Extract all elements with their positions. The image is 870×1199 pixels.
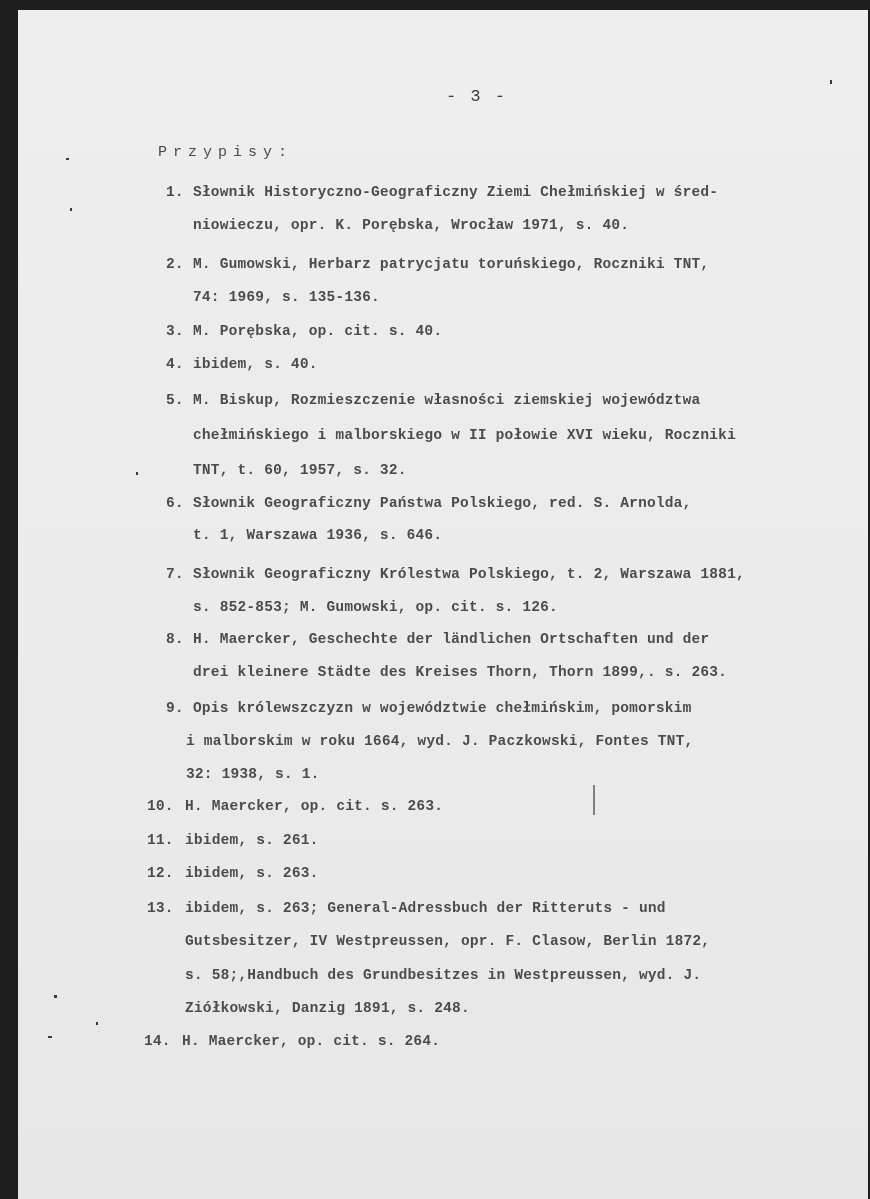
scan-speck: [54, 995, 57, 998]
footnote-text-line: ibidem, s. 263.: [185, 866, 319, 882]
footnote-number: 3.: [166, 324, 184, 340]
footnote-number: 13.: [147, 901, 174, 917]
footnote-5-cont: TNT, t. 60, 1957, s. 32.: [193, 463, 407, 479]
paper-sheet: [18, 10, 868, 1199]
footnote-number: 8.: [166, 632, 184, 648]
footnote-9-cont: i malborskim w roku 1664, wyd. J. Paczkowski, Fontes TNT,: [186, 734, 694, 750]
scan-speck: [830, 80, 832, 84]
footnote-text-line: H. Maercker, op. cit. s. 264.: [182, 1034, 441, 1050]
scan-speck: [66, 158, 69, 160]
footnote-13-cont: Ziółkowski, Danzig 1891, s. 248.: [185, 1001, 470, 1017]
footnote-5: [166, 393, 700, 409]
footnote-5-cont: chełmińskiego i malborskiego w II połowie XVI wieku, Roczniki: [193, 428, 736, 444]
footnote-1: [166, 185, 718, 201]
footnote-6-cont: t. 1, Warszawa 1936, s. 646.: [193, 528, 443, 544]
footnote-text-line: Słownik Geograficzny Królestwa Polskiego, t. 2, Warszawa 1881,: [193, 567, 745, 583]
footnote-text-line: ibidem, s. 40.: [193, 357, 318, 373]
footnote-number: 10.: [147, 799, 174, 815]
scan-speck: [48, 1036, 52, 1038]
footnote-text-line: M. Gumowski, Herbarz patrycjatu toruńskiego, Roczniki TNT,: [193, 257, 710, 273]
footnotes-heading: Przypisy:: [158, 144, 294, 161]
footnote-text-line: ibidem, s. 263; General-Adressbuch der Ritteruts - und: [185, 901, 666, 917]
footnote-number: 7.: [166, 567, 184, 583]
footnote-1-cont: niowieczu, opr. K. Porębska, Wrocław 1971, s. 40.: [193, 218, 630, 234]
footnote-7: [166, 567, 745, 583]
footnote-number: 14.: [144, 1034, 171, 1050]
footnote-9: [166, 701, 691, 717]
footnote-6: [166, 496, 691, 512]
footnote-12: [147, 866, 319, 882]
footnote-number: 5.: [166, 393, 184, 409]
footnote-text-line: Opis królewszczyzn w województwie chełmińskim, pomorskim: [193, 701, 692, 717]
footnote-11: [147, 833, 319, 849]
footnote-13-cont: s. 58;,Handbuch des Grundbesitzes in Westpreussen, wyd. J.: [185, 968, 702, 984]
footnote-3: [166, 324, 442, 340]
footnote-number: 11.: [147, 833, 174, 849]
footnote-8-cont: drei kleinere Städte des Kreises Thorn, Thorn 1899,. s. 263.: [193, 665, 728, 681]
footnote-text-line: H. Maercker, op. cit. s. 263.: [185, 799, 444, 815]
footnote-9-cont: 32: 1938, s. 1.: [186, 767, 320, 783]
scan-speck: [593, 785, 595, 815]
page-number: - 3 -: [446, 88, 508, 107]
footnote-text-line: ibidem, s. 261.: [185, 833, 319, 849]
footnote-13: [147, 901, 666, 917]
footnote-number: 9.: [166, 701, 184, 717]
footnote-text-line: H. Maercker, Geschechte der ländlichen Ortschaften und der: [193, 632, 710, 648]
footnote-number: 6.: [166, 496, 184, 512]
footnote-text-line: Słownik Geograficzny Państwa Polskiego, red. S. Arnolda,: [193, 496, 692, 512]
footnote-text-line: M. Porębska, op. cit. s. 40.: [193, 324, 443, 340]
scan-speck: [70, 208, 72, 211]
footnote-10: [147, 799, 443, 815]
footnote-2: [166, 257, 709, 273]
footnote-number: 4.: [166, 357, 184, 373]
scan-speck: [96, 1022, 98, 1025]
footnote-number: 12.: [147, 866, 174, 882]
footnote-13-cont: Gutsbesitzer, IV Westpreussen, opr. F. Clasow, Berlin 1872,: [185, 934, 711, 950]
footnote-number: 1.: [166, 185, 184, 201]
footnote-14: [144, 1034, 440, 1050]
footnote-4: [166, 357, 318, 373]
scan-speck: [136, 472, 138, 475]
footnote-8: [166, 632, 709, 648]
footnote-7-cont: s. 852-853; M. Gumowski, op. cit. s. 126.: [193, 600, 558, 616]
footnote-number: 2.: [166, 257, 184, 273]
footnote-text-line: Słownik Historyczno-Geograficzny Ziemi Chełmińskiej w śred-: [193, 185, 719, 201]
footnote-text-line: M. Biskup, Rozmieszczenie własności ziemskiej województwa: [193, 393, 701, 409]
footnote-2-cont: 74: 1969, s. 135-136.: [193, 290, 380, 306]
